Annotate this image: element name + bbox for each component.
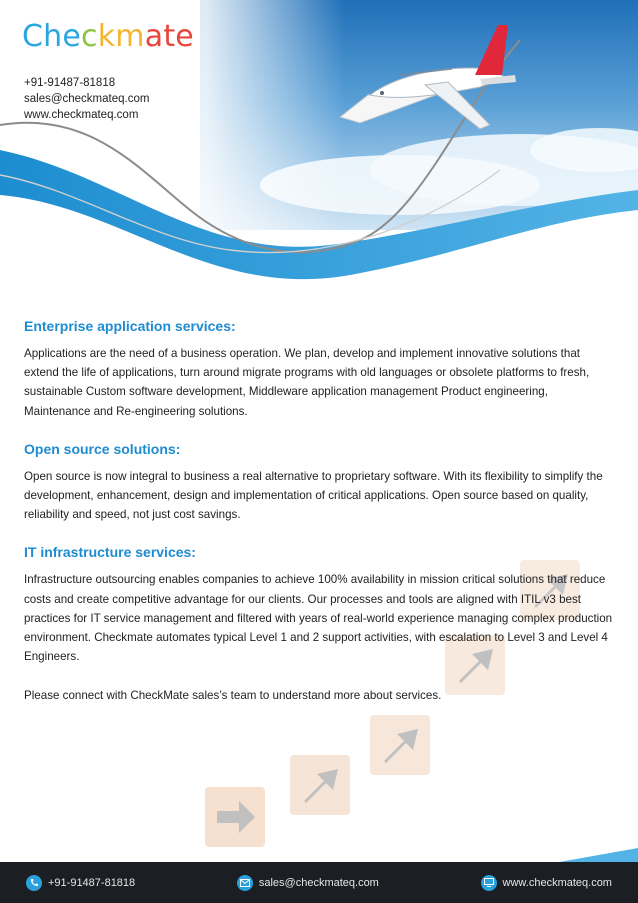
- sales-cta: Please connect with CheckMate sales’s team to understand more about services.: [24, 689, 442, 703]
- footer-website[interactable]: [481, 875, 612, 891]
- header-email[interactable]: sales@checkmateq.com: [24, 93, 150, 105]
- header-contact: [24, 75, 149, 123]
- footer-email[interactable]: [237, 875, 379, 891]
- header-phone: +91-91487-81818: [24, 77, 116, 89]
- section-body-open-source: Open source is now integral to business a real alternative to proprietary software. With its flexibility to simplify the development, enhancement, design and implementation of critical applications. Open source based on quality, reliability and speed, not just cost savings.: [24, 469, 603, 522]
- arrow-block-icon: [290, 755, 350, 815]
- section-title-enterprise: Enterprise application services:: [24, 318, 236, 334]
- footer-bar: [0, 862, 638, 903]
- main-content: [24, 318, 614, 726]
- arrow-block-icon: [205, 787, 265, 847]
- footer-phone[interactable]: [26, 875, 135, 891]
- checkmate-logo: Checkmate: [22, 19, 194, 54]
- monitor-icon: [481, 875, 497, 891]
- footer-email-text: sales@checkmateq.com: [258, 876, 379, 889]
- section-title-it-infrastructure: IT infrastructure services:: [24, 544, 196, 561]
- mail-icon: [237, 875, 253, 891]
- footer-website-text: www.checkmateq.com: [502, 876, 612, 889]
- phone-icon: [26, 875, 42, 891]
- section-title-open-source: Open source solutions:: [24, 440, 181, 457]
- footer-phone-text: +91-91487-81818: [48, 876, 136, 889]
- section-body-enterprise: Applications are the need of a business operation. We plan, develop and implement innovative solutions that extend the life of applications, turn around migrate programs with old languages or obsolete platforms to fresh, sustainable Custom software development, Middleware application management Product engineering, Maintenance and Re-engineering solutions.: [24, 347, 590, 418]
- section-body-it-infrastructure: Infrastructure outsourcing enables companies to achieve 100% availability in mission critical solutions that reduce costs and create competitive advantage for our clients. Our processes and tools are aligned with ITIL v3 best practices for IT service management and filtered with years of real-world experience managing complex production environment. Checkmate automates typical Level 1 and 2 support activities, with escalation to Level 3 and Level 4 Engineers.: [24, 573, 613, 664]
- header-website[interactable]: www.checkmateq.com: [24, 109, 139, 121]
